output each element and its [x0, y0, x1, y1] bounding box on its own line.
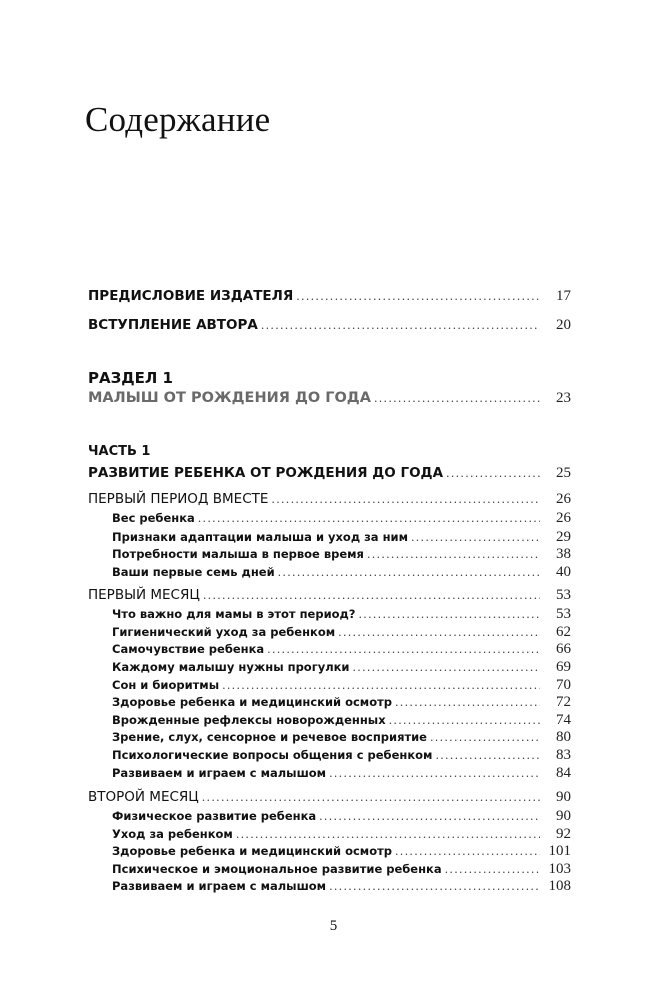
dot-leader [446, 467, 540, 480]
toc-subentry[interactable] [112, 843, 571, 860]
toc-subentry[interactable] [112, 510, 571, 527]
toc-subentry[interactable] [112, 861, 571, 878]
toc-entry-title: Сон и биоритмы [112, 678, 220, 692]
toc-entry-chast[interactable] [88, 465, 571, 482]
toc-entry-title: МАЛЫШ ОТ РОЖДЕНИЯ ДО ГОДА [88, 390, 371, 406]
dot-leader [389, 714, 540, 727]
toc-subentry[interactable] [112, 529, 571, 546]
toc-entry-title: Зрение, слух, сенсорное и речевое восприятие [112, 730, 427, 744]
razdel-label: РАЗДЕЛ 1 [88, 369, 173, 387]
toc-entry-title: Вес ребенка [112, 511, 195, 525]
dot-leader [329, 880, 540, 893]
dot-leader [435, 749, 540, 762]
toc-entry-page: 74 [556, 712, 571, 728]
toc-section-first-month[interactable] [88, 587, 571, 604]
toc-entry-page: 84 [556, 765, 571, 781]
toc-subentry[interactable] [112, 729, 571, 746]
toc-entry-preface[interactable] [88, 288, 571, 305]
toc-subentry[interactable] [112, 712, 571, 729]
toc-entry-title: ВСТУПЛЕНИЕ АВТОРА [88, 317, 258, 333]
toc-subentry[interactable] [112, 546, 571, 563]
dot-leader [395, 845, 540, 858]
dot-leader [374, 392, 540, 405]
toc-entry-title: Потребности малыша в первое время [112, 547, 364, 561]
toc-entry-title: Психологические вопросы общения с ребенком [112, 748, 433, 762]
toc-entry-title: ПЕРВЫЙ МЕСЯЦ [88, 587, 200, 603]
toc-section-first-period[interactable] [88, 491, 571, 508]
toc-entry-title: Развиваем и играем с малышом [112, 879, 327, 893]
toc-entry-title: Гигиенический уход за ребенком [112, 625, 336, 639]
dot-leader [430, 731, 540, 744]
toc-entry-title: Здоровье ребенка и медицинский осмотр [112, 695, 393, 709]
toc-entry-page: 26 [556, 510, 571, 526]
toc-entry-title: ВТОРОЙ МЕСЯЦ [88, 789, 199, 805]
dot-leader [445, 863, 540, 876]
toc-subentry[interactable] [112, 606, 571, 623]
toc-subentry[interactable] [112, 624, 571, 641]
toc-subentry[interactable] [112, 641, 571, 658]
toc-entry-page: 90 [556, 789, 571, 805]
toc-subentry[interactable] [112, 694, 571, 711]
toc-entry-title: Что важно для мамы в этот период? [112, 607, 356, 621]
toc-entry-page: 53 [556, 587, 571, 603]
toc-entry-page: 38 [556, 546, 571, 562]
toc-subentry[interactable] [112, 564, 571, 581]
toc-entry-title: Самочувствие ребенка [112, 642, 265, 656]
toc-entry-page: 66 [556, 641, 571, 657]
toc-entry-razdel[interactable] [88, 390, 571, 407]
toc-subentry[interactable] [112, 677, 571, 694]
toc-entry-title: ПЕРВЫЙ ПЕРИОД ВМЕСТЕ [88, 491, 269, 507]
toc-entry-page: 17 [556, 288, 571, 304]
dot-leader [367, 548, 540, 561]
toc-entry-page: 92 [556, 826, 571, 842]
toc-entry-title: Уход за ребенком [112, 827, 233, 841]
dot-leader [202, 791, 540, 804]
toc-entry-page: 62 [556, 624, 571, 640]
toc-entry-page: 69 [556, 659, 571, 675]
page-number: 5 [329, 918, 338, 934]
toc-entry-page: 72 [556, 694, 571, 710]
toc-entry-title: ПРЕДИСЛОВИЕ ИЗДАТЕЛЯ [88, 288, 294, 304]
dot-leader [319, 810, 540, 823]
toc-entry-page: 20 [556, 317, 571, 333]
toc-entry-title: РАЗВИТИЕ РЕБЕНКА ОТ РОЖДЕНИЯ ДО ГОДА [88, 465, 444, 481]
dot-leader [198, 512, 540, 525]
dot-leader [411, 531, 540, 544]
toc-subentry[interactable] [112, 765, 571, 782]
dot-leader [353, 661, 541, 674]
toc-entry-page: 70 [556, 677, 571, 693]
toc-entry-title: Каждому малышу нужны прогулки [112, 660, 350, 674]
dot-leader [271, 493, 540, 506]
dot-leader [203, 589, 540, 602]
toc-entry-title: Психическое и эмоциональное развитие ребенка [112, 862, 442, 876]
dot-leader [267, 643, 540, 656]
dot-leader [296, 290, 540, 303]
toc-entry-page: 108 [548, 878, 571, 894]
toc-entry-page: 83 [556, 747, 571, 763]
dot-leader [222, 679, 540, 692]
toc-entry-page: 25 [556, 465, 571, 481]
toc-entry-page: 40 [556, 564, 571, 580]
toc-subentry[interactable] [112, 659, 571, 676]
toc-entry-page: 80 [556, 729, 571, 745]
toc-entry-page: 26 [556, 491, 571, 507]
chast-label: ЧАСТЬ 1 [88, 444, 151, 459]
toc-entry-title: Врожденные рефлексы новорожденных [112, 713, 386, 727]
dot-leader [329, 767, 540, 780]
toc-entry-page: 101 [548, 843, 571, 859]
toc-entry-title: Признаки адаптации малыша и уход за ним [112, 530, 408, 544]
toc-section-second-month[interactable] [88, 789, 571, 806]
toc-entry-page: 53 [556, 606, 571, 622]
toc-entry-page: 23 [556, 390, 571, 406]
toc-entry-title: Развиваем и играем с малышом [112, 766, 327, 780]
dot-leader [395, 696, 540, 709]
toc-subentry[interactable] [112, 878, 571, 895]
dot-leader [261, 319, 540, 332]
toc-entry-page: 103 [548, 861, 571, 877]
toc-subentry[interactable] [112, 826, 571, 843]
toc-subentry[interactable] [112, 747, 571, 764]
toc-entry-title: Ваши первые семь дней [112, 565, 275, 579]
dot-leader [278, 566, 540, 579]
dot-leader [358, 608, 540, 621]
page-title: Содержание [85, 100, 271, 139]
toc-entry-title: Здоровье ребенка и медицинский осмотр [112, 844, 393, 858]
dot-leader [338, 626, 540, 639]
dot-leader [236, 828, 540, 841]
toc-entry-title: Физическое развитие ребенка [112, 809, 317, 823]
toc-entry-introduction[interactable] [88, 317, 571, 334]
toc-subentry[interactable] [112, 808, 571, 825]
toc-entry-page: 90 [556, 808, 571, 824]
toc-entry-page: 29 [556, 529, 571, 545]
